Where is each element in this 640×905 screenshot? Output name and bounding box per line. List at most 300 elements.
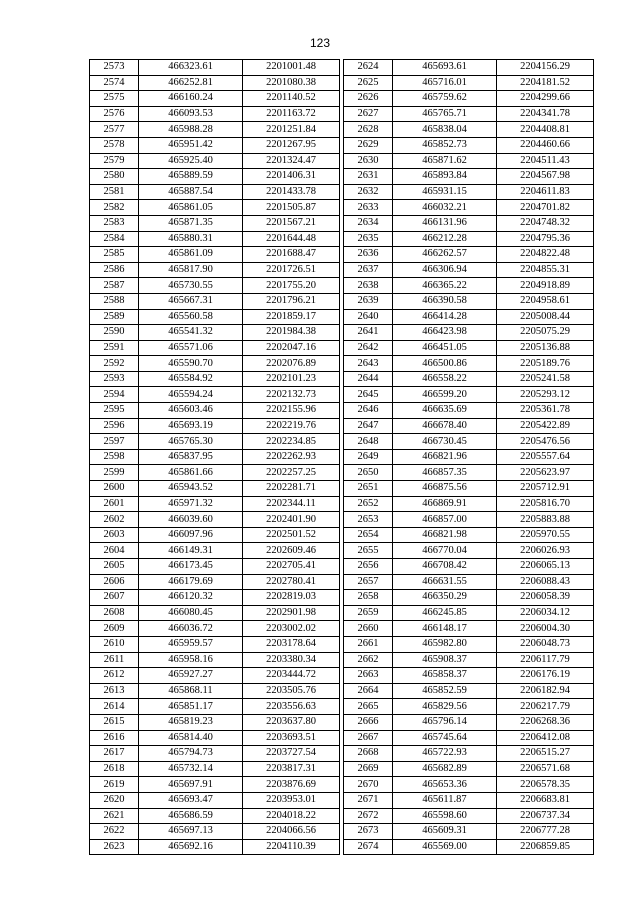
y-coordinate-cell: 2201251.84 (243, 122, 340, 138)
x-coordinate-cell: 466306.94 (393, 262, 497, 278)
point-number-cell: 2674 (344, 839, 393, 855)
point-number-cell: 2619 (90, 777, 139, 793)
table-row (344, 465, 594, 481)
table-row (90, 449, 340, 465)
y-coordinate-cell: 2206683.81 (497, 792, 594, 808)
point-number-cell: 2594 (90, 387, 139, 403)
y-coordinate-cell: 2204018.22 (243, 808, 340, 824)
table-row (344, 169, 594, 185)
x-coordinate-cell: 466173.45 (139, 559, 243, 575)
table-row (90, 434, 340, 450)
y-coordinate-cell: 2203178.64 (243, 636, 340, 652)
table-row (344, 247, 594, 263)
table-row (344, 824, 594, 840)
point-number-cell: 2604 (90, 543, 139, 559)
table-row (90, 668, 340, 684)
point-number-cell: 2652 (344, 496, 393, 512)
x-coordinate-cell: 466635.69 (393, 403, 497, 419)
point-number-cell: 2582 (90, 200, 139, 216)
x-coordinate-cell: 466821.98 (393, 527, 497, 543)
point-number-cell: 2641 (344, 325, 393, 341)
point-number-cell: 2578 (90, 137, 139, 153)
y-coordinate-cell: 2205008.44 (497, 309, 594, 325)
point-number-cell: 2617 (90, 746, 139, 762)
point-number-cell: 2612 (90, 668, 139, 684)
table-row (90, 824, 340, 840)
point-number-cell: 2603 (90, 527, 139, 543)
table-row (344, 60, 594, 76)
point-number-cell: 2598 (90, 449, 139, 465)
x-coordinate-cell: 466245.85 (393, 605, 497, 621)
y-coordinate-cell: 2201001.48 (243, 60, 340, 76)
point-number-cell: 2648 (344, 434, 393, 450)
point-number-cell: 2609 (90, 621, 139, 637)
point-number-cell: 2628 (344, 122, 393, 138)
point-number-cell: 2606 (90, 574, 139, 590)
x-coordinate-cell: 465686.59 (139, 808, 243, 824)
x-coordinate-cell: 465951.42 (139, 137, 243, 153)
x-coordinate-cell: 466423.98 (393, 325, 497, 341)
point-number-cell: 2607 (90, 590, 139, 606)
y-coordinate-cell: 2202047.16 (243, 340, 340, 356)
y-coordinate-cell: 2203693.51 (243, 730, 340, 746)
x-coordinate-cell: 466350.29 (393, 590, 497, 606)
x-coordinate-cell: 465730.55 (139, 278, 243, 294)
x-coordinate-cell: 466414.28 (393, 309, 497, 325)
x-coordinate-cell: 465722.93 (393, 746, 497, 762)
table-row (344, 387, 594, 403)
x-coordinate-cell: 466390.58 (393, 293, 497, 309)
x-coordinate-cell: 465971.32 (139, 496, 243, 512)
x-coordinate-cell: 466558.22 (393, 371, 497, 387)
x-coordinate-cell: 465871.35 (139, 215, 243, 231)
table-row (90, 387, 340, 403)
x-coordinate-cell: 465569.00 (393, 839, 497, 855)
x-coordinate-cell: 465925.40 (139, 153, 243, 169)
point-number-cell: 2600 (90, 481, 139, 497)
table-row (90, 574, 340, 590)
y-coordinate-cell: 2206515.27 (497, 746, 594, 762)
x-coordinate-cell: 465794.73 (139, 746, 243, 762)
coordinates-table-left (89, 59, 340, 855)
x-coordinate-cell: 466160.24 (139, 91, 243, 107)
y-coordinate-cell: 2204181.52 (497, 75, 594, 91)
table-row (90, 309, 340, 325)
y-coordinate-cell: 2204701.82 (497, 200, 594, 216)
table-row (344, 699, 594, 715)
point-number-cell: 2632 (344, 184, 393, 200)
point-number-cell: 2627 (344, 106, 393, 122)
point-number-cell: 2645 (344, 387, 393, 403)
table-row (344, 621, 594, 637)
x-coordinate-cell: 466120.32 (139, 590, 243, 606)
x-coordinate-cell: 466451.05 (393, 340, 497, 356)
y-coordinate-cell: 2206777.28 (497, 824, 594, 840)
y-coordinate-cell: 2205422.89 (497, 418, 594, 434)
table-row (344, 792, 594, 808)
point-number-cell: 2576 (90, 106, 139, 122)
point-number-cell: 2615 (90, 714, 139, 730)
point-number-cell: 2658 (344, 590, 393, 606)
x-coordinate-cell: 466149.31 (139, 543, 243, 559)
x-coordinate-cell: 465829.56 (393, 699, 497, 715)
x-coordinate-cell: 466875.56 (393, 481, 497, 497)
table-row (344, 153, 594, 169)
point-number-cell: 2586 (90, 262, 139, 278)
y-coordinate-cell: 2205189.76 (497, 356, 594, 372)
x-coordinate-cell: 466262.57 (393, 247, 497, 263)
table-row (90, 839, 340, 855)
table-row (90, 792, 340, 808)
x-coordinate-cell: 465861.66 (139, 465, 243, 481)
x-coordinate-cell: 465584.92 (139, 371, 243, 387)
table-row (344, 371, 594, 387)
x-coordinate-cell: 465692.16 (139, 839, 243, 855)
y-coordinate-cell: 2204408.81 (497, 122, 594, 138)
table-row (90, 340, 340, 356)
table-row (344, 106, 594, 122)
table-row (344, 215, 594, 231)
x-coordinate-cell: 465931.15 (393, 184, 497, 200)
x-coordinate-cell: 466770.04 (393, 543, 497, 559)
point-number-cell: 2592 (90, 356, 139, 372)
point-number-cell: 2662 (344, 652, 393, 668)
point-number-cell: 2575 (90, 91, 139, 107)
x-coordinate-cell: 465893.84 (393, 169, 497, 185)
point-number-cell: 2640 (344, 309, 393, 325)
table-row (90, 746, 340, 762)
table-row (90, 122, 340, 138)
y-coordinate-cell: 2205883.88 (497, 512, 594, 528)
table-row (344, 137, 594, 153)
x-coordinate-cell: 465988.28 (139, 122, 243, 138)
y-coordinate-cell: 2202257.25 (243, 465, 340, 481)
point-number-cell: 2668 (344, 746, 393, 762)
point-number-cell: 2608 (90, 605, 139, 621)
x-coordinate-cell: 466212.28 (393, 231, 497, 247)
table-row (90, 652, 340, 668)
point-number-cell: 2655 (344, 543, 393, 559)
y-coordinate-cell: 2202780.41 (243, 574, 340, 590)
x-coordinate-cell: 466857.00 (393, 512, 497, 528)
y-coordinate-cell: 2204795.36 (497, 231, 594, 247)
table-row (90, 403, 340, 419)
y-coordinate-cell: 2203727.54 (243, 746, 340, 762)
y-coordinate-cell: 2205557.64 (497, 449, 594, 465)
point-number-cell: 2616 (90, 730, 139, 746)
y-coordinate-cell: 2204460.66 (497, 137, 594, 153)
y-coordinate-cell: 2202501.52 (243, 527, 340, 543)
table-row (90, 356, 340, 372)
point-number-cell: 2657 (344, 574, 393, 590)
point-number-cell: 2661 (344, 636, 393, 652)
y-coordinate-cell: 2204066.56 (243, 824, 340, 840)
point-number-cell: 2601 (90, 496, 139, 512)
coordinates-table-right (343, 59, 594, 855)
table-row (344, 403, 594, 419)
point-number-cell: 2581 (90, 184, 139, 200)
point-number-cell: 2650 (344, 465, 393, 481)
point-number-cell: 2646 (344, 403, 393, 419)
x-coordinate-cell: 465819.23 (139, 714, 243, 730)
y-coordinate-cell: 2206176.19 (497, 668, 594, 684)
x-coordinate-cell: 466730.45 (393, 434, 497, 450)
x-coordinate-cell: 466179.69 (139, 574, 243, 590)
y-coordinate-cell: 2202155.96 (243, 403, 340, 419)
y-coordinate-cell: 2202401.90 (243, 512, 340, 528)
y-coordinate-cell: 2204855.31 (497, 262, 594, 278)
table-row (90, 278, 340, 294)
point-number-cell: 2587 (90, 278, 139, 294)
y-coordinate-cell: 2203380.34 (243, 652, 340, 668)
x-coordinate-cell: 465889.59 (139, 169, 243, 185)
table-row (344, 262, 594, 278)
y-coordinate-cell: 2201505.87 (243, 200, 340, 216)
y-coordinate-cell: 2202234.85 (243, 434, 340, 450)
x-coordinate-cell: 466039.60 (139, 512, 243, 528)
x-coordinate-cell: 466631.55 (393, 574, 497, 590)
y-coordinate-cell: 2203876.69 (243, 777, 340, 793)
x-coordinate-cell: 466131.96 (393, 215, 497, 231)
x-coordinate-cell: 466708.42 (393, 559, 497, 575)
y-coordinate-cell: 2201406.31 (243, 169, 340, 185)
table-row (344, 449, 594, 465)
y-coordinate-cell: 2202609.46 (243, 543, 340, 559)
point-number-cell: 2579 (90, 153, 139, 169)
table-row (344, 325, 594, 341)
point-number-cell: 2647 (344, 418, 393, 434)
point-number-cell: 2610 (90, 636, 139, 652)
table-row (90, 543, 340, 559)
y-coordinate-cell: 2202901.98 (243, 605, 340, 621)
table-row (344, 75, 594, 91)
y-coordinate-cell: 2206737.34 (497, 808, 594, 824)
point-number-cell: 2631 (344, 169, 393, 185)
point-number-cell: 2670 (344, 777, 393, 793)
table-row (90, 371, 340, 387)
x-coordinate-cell: 465693.19 (139, 418, 243, 434)
y-coordinate-cell: 2204748.32 (497, 215, 594, 231)
y-coordinate-cell: 2202076.89 (243, 356, 340, 372)
y-coordinate-cell: 2202819.03 (243, 590, 340, 606)
x-coordinate-cell: 465682.89 (393, 761, 497, 777)
y-coordinate-cell: 2204822.48 (497, 247, 594, 263)
x-coordinate-cell: 465693.61 (393, 60, 497, 76)
table-row (90, 777, 340, 793)
x-coordinate-cell: 466080.45 (139, 605, 243, 621)
y-coordinate-cell: 2203953.01 (243, 792, 340, 808)
y-coordinate-cell: 2201267.95 (243, 137, 340, 153)
table-row (344, 278, 594, 294)
point-number-cell: 2654 (344, 527, 393, 543)
x-coordinate-cell: 465982.80 (393, 636, 497, 652)
point-number-cell: 2613 (90, 683, 139, 699)
y-coordinate-cell: 2206217.79 (497, 699, 594, 715)
table-row (344, 839, 594, 855)
point-number-cell: 2599 (90, 465, 139, 481)
x-coordinate-cell: 465609.31 (393, 824, 497, 840)
table-row (90, 247, 340, 263)
point-number-cell: 2673 (344, 824, 393, 840)
x-coordinate-cell: 465571.06 (139, 340, 243, 356)
x-coordinate-cell: 465667.31 (139, 293, 243, 309)
point-number-cell: 2580 (90, 169, 139, 185)
table-row (90, 481, 340, 497)
x-coordinate-cell: 465880.31 (139, 231, 243, 247)
table-row (90, 60, 340, 76)
point-number-cell: 2635 (344, 231, 393, 247)
x-coordinate-cell: 465858.37 (393, 668, 497, 684)
table-row (90, 808, 340, 824)
x-coordinate-cell: 465732.14 (139, 761, 243, 777)
x-coordinate-cell: 465908.37 (393, 652, 497, 668)
y-coordinate-cell: 2206578.35 (497, 777, 594, 793)
table-row (344, 122, 594, 138)
x-coordinate-cell: 465598.60 (393, 808, 497, 824)
table-row (344, 481, 594, 497)
y-coordinate-cell: 2205623.97 (497, 465, 594, 481)
point-number-cell: 2629 (344, 137, 393, 153)
y-coordinate-cell: 2204110.39 (243, 839, 340, 855)
y-coordinate-cell: 2205361.78 (497, 403, 594, 419)
x-coordinate-cell: 465594.24 (139, 387, 243, 403)
x-coordinate-cell: 465852.59 (393, 683, 497, 699)
x-coordinate-cell: 466821.96 (393, 449, 497, 465)
x-coordinate-cell: 465603.46 (139, 403, 243, 419)
x-coordinate-cell: 465817.90 (139, 262, 243, 278)
point-number-cell: 2663 (344, 668, 393, 684)
point-number-cell: 2651 (344, 481, 393, 497)
point-number-cell: 2638 (344, 278, 393, 294)
table-row (344, 746, 594, 762)
y-coordinate-cell: 2201726.51 (243, 262, 340, 278)
table-row (344, 356, 594, 372)
y-coordinate-cell: 2205293.12 (497, 387, 594, 403)
y-coordinate-cell: 2205476.56 (497, 434, 594, 450)
y-coordinate-cell: 2201163.72 (243, 106, 340, 122)
table-row (344, 590, 594, 606)
point-number-cell: 2621 (90, 808, 139, 824)
point-number-cell: 2659 (344, 605, 393, 621)
y-coordinate-cell: 2201984.38 (243, 325, 340, 341)
x-coordinate-cell: 466148.17 (393, 621, 497, 637)
point-number-cell: 2596 (90, 418, 139, 434)
table-row (90, 465, 340, 481)
point-number-cell: 2637 (344, 262, 393, 278)
table-row (90, 496, 340, 512)
y-coordinate-cell: 2205075.29 (497, 325, 594, 341)
x-coordinate-cell: 465759.62 (393, 91, 497, 107)
y-coordinate-cell: 2206065.13 (497, 559, 594, 575)
point-number-cell: 2574 (90, 75, 139, 91)
table-row (90, 418, 340, 434)
table-row (90, 621, 340, 637)
x-coordinate-cell: 466678.40 (393, 418, 497, 434)
table-row (90, 559, 340, 575)
table-row (344, 91, 594, 107)
table-row (344, 714, 594, 730)
table-row (90, 605, 340, 621)
x-coordinate-cell: 466252.81 (139, 75, 243, 91)
table-row (90, 683, 340, 699)
x-coordinate-cell: 465958.16 (139, 652, 243, 668)
table-row (344, 293, 594, 309)
y-coordinate-cell: 2204156.29 (497, 60, 594, 76)
y-coordinate-cell: 2201433.78 (243, 184, 340, 200)
table-row (344, 636, 594, 652)
table-row (344, 574, 594, 590)
x-coordinate-cell: 465887.54 (139, 184, 243, 200)
x-coordinate-cell: 465653.36 (393, 777, 497, 793)
table-row (90, 231, 340, 247)
x-coordinate-cell: 466365.22 (393, 278, 497, 294)
point-number-cell: 2584 (90, 231, 139, 247)
point-number-cell: 2624 (344, 60, 393, 76)
point-number-cell: 2630 (344, 153, 393, 169)
point-number-cell: 2665 (344, 699, 393, 715)
table-row (90, 590, 340, 606)
y-coordinate-cell: 2204611.83 (497, 184, 594, 200)
y-coordinate-cell: 2201755.20 (243, 278, 340, 294)
x-coordinate-cell: 465611.87 (393, 792, 497, 808)
table-row (344, 730, 594, 746)
y-coordinate-cell: 2206034.12 (497, 605, 594, 621)
y-coordinate-cell: 2206412.08 (497, 730, 594, 746)
y-coordinate-cell: 2206859.85 (497, 839, 594, 855)
table-row (90, 636, 340, 652)
x-coordinate-cell: 465871.62 (393, 153, 497, 169)
point-number-cell: 2585 (90, 247, 139, 263)
y-coordinate-cell: 2206268.36 (497, 714, 594, 730)
table-row (344, 200, 594, 216)
table-row (344, 605, 594, 621)
y-coordinate-cell: 2205241.58 (497, 371, 594, 387)
table-row (344, 683, 594, 699)
table-row (90, 153, 340, 169)
table-row (344, 559, 594, 575)
table-row (344, 512, 594, 528)
point-number-cell: 2614 (90, 699, 139, 715)
y-coordinate-cell: 2202344.11 (243, 496, 340, 512)
table-row (344, 309, 594, 325)
y-coordinate-cell: 2201080.38 (243, 75, 340, 91)
y-coordinate-cell: 2206004.30 (497, 621, 594, 637)
point-number-cell: 2589 (90, 309, 139, 325)
table-row (344, 184, 594, 200)
table-row (90, 137, 340, 153)
point-number-cell: 2667 (344, 730, 393, 746)
point-number-cell: 2669 (344, 761, 393, 777)
x-coordinate-cell: 465697.13 (139, 824, 243, 840)
y-coordinate-cell: 2203505.76 (243, 683, 340, 699)
y-coordinate-cell: 2201688.47 (243, 247, 340, 263)
table-row (90, 527, 340, 543)
table-row (90, 699, 340, 715)
y-coordinate-cell: 2204341.78 (497, 106, 594, 122)
y-coordinate-cell: 2202705.41 (243, 559, 340, 575)
point-number-cell: 2625 (344, 75, 393, 91)
x-coordinate-cell: 465765.30 (139, 434, 243, 450)
x-coordinate-cell: 465959.57 (139, 636, 243, 652)
table-row (344, 652, 594, 668)
point-number-cell: 2588 (90, 293, 139, 309)
point-number-cell: 2622 (90, 824, 139, 840)
table-row (90, 200, 340, 216)
table-row (344, 340, 594, 356)
x-coordinate-cell: 465796.14 (393, 714, 497, 730)
table-row (90, 91, 340, 107)
table-row (90, 730, 340, 746)
